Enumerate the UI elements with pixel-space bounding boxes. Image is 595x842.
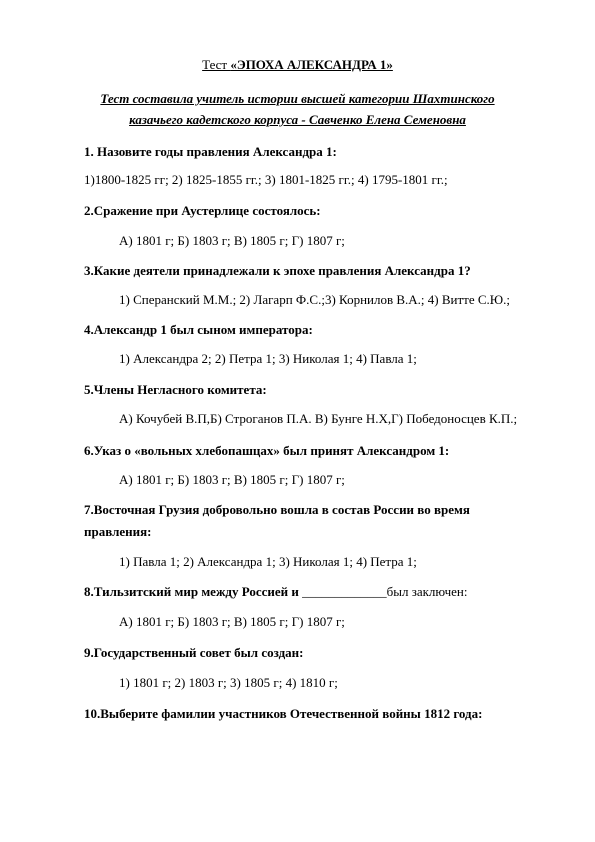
question-9: 9.Государственный совет был создан: [84, 645, 304, 660]
document-title [0, 57, 595, 73]
answer-1: 1)1800-1825 гг; 2) 1825-1855 гг.; 3) 1801-1825 гг.; 4) 1795-1801 гг.; [84, 172, 448, 187]
question-4: 4.Александр 1 был сыном императора: [84, 322, 313, 337]
question-6: 6.Указ о «вольных хлебопашцах» был принят Александром 1: [84, 443, 450, 458]
subtitle-line-2: казачьего кадетского корпуса - Савченко Елена Семеновна [129, 112, 466, 127]
question-8-bold: 8.Тильзитский мир между Россией и [84, 584, 303, 599]
answer-7: 1) Павла 1; 2) Александра 1; 3) Николая 1; 4) Петра 1; [119, 554, 417, 569]
question-3: 3.Какие деятели принадлежали к эпохе правления Александра 1? [84, 263, 471, 278]
title-main: «ЭПОХА АЛЕКСАНДРА 1» [230, 57, 393, 72]
question-8-blank: _____________был заключен: [302, 584, 468, 599]
question-2: 2.Сражение при Аустерлице состоялось: [84, 203, 321, 218]
answer-2: А) 1801 г; Б) 1803 г; В) 1805 г; Г) 1807 г; [119, 233, 345, 248]
question-8 [84, 584, 468, 600]
answer-6: А) 1801 г; Б) 1803 г; В) 1805 г; Г) 1807 г; [119, 472, 345, 487]
answer-3: 1) Сперанский М.М.; 2) Лагарп Ф.С.;3) Корнилов В.А.; 4) Витте С.Ю.; [119, 292, 511, 307]
question-7-line-2: правления: [84, 524, 152, 539]
answer-4: 1) Александра 2; 2) Петра 1; 3) Николая 1; 4) Павла 1; [119, 351, 417, 366]
question-7-line-1: 7.Восточная Грузия добровольно вошла в состав России во время [84, 502, 470, 517]
title-prefix: Тест [202, 57, 231, 72]
question-10: 10.Выберите фамилии участников Отечественной войны 1812 года: [84, 706, 483, 721]
document-subtitle [0, 88, 595, 130]
answer-9: 1) 1801 г; 2) 1803 г; 3) 1805 г; 4) 1810 г; [119, 675, 338, 690]
question-1: 1. Назовите годы правления Александра 1: [84, 144, 337, 159]
subtitle-line-1: Тест составила учитель истории высшей категории Шахтинского [100, 91, 495, 106]
answer-5: А) Кочубей В.П,Б) Строганов П.А. В) Бунге Н.Х,Г) Победоносцев К.П.; [119, 411, 518, 426]
question-5: 5.Члены Негласного комитета: [84, 382, 267, 397]
answer-8: А) 1801 г; Б) 1803 г; В) 1805 г; Г) 1807 г; [119, 614, 345, 629]
